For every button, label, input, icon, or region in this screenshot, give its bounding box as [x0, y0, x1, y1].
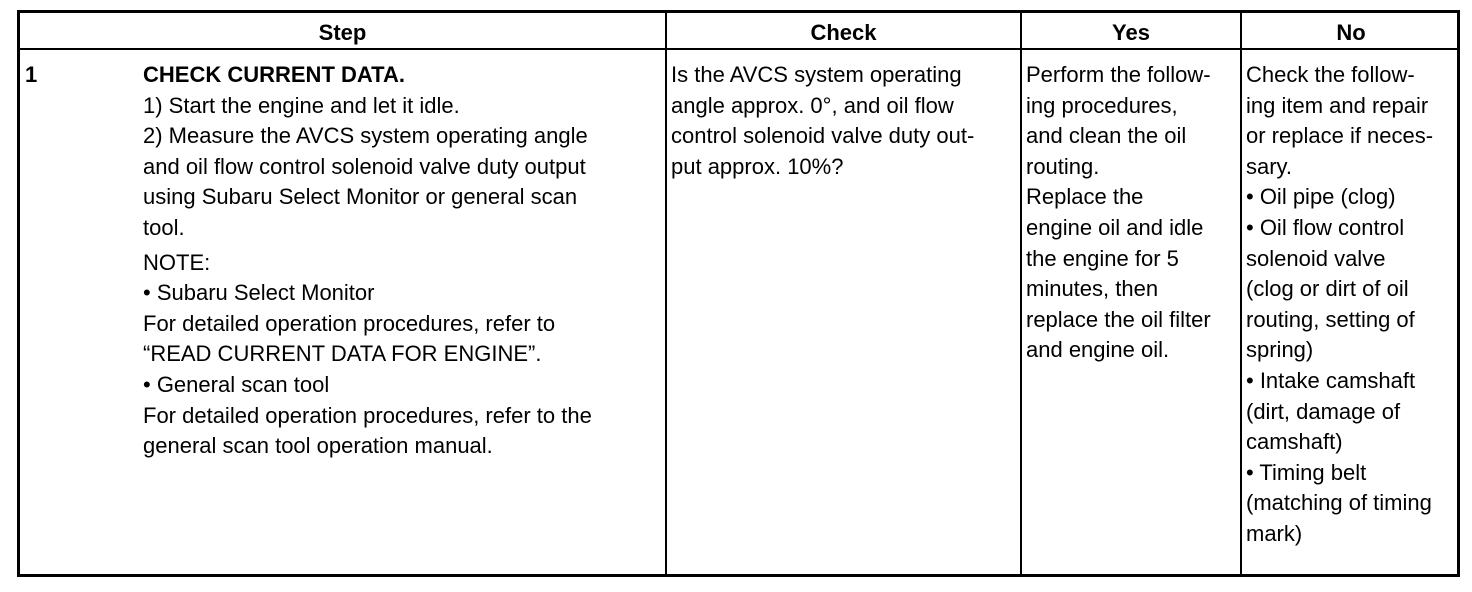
no-line: • Oil flow control	[1246, 214, 1405, 240]
note-line: “READ CURRENT DATA FOR ENGINE”.	[143, 341, 542, 367]
check-line: control solenoid valve duty out-	[671, 123, 975, 149]
step-title: CHECK CURRENT DATA.	[143, 62, 405, 87]
no-line: solenoid valve	[1246, 245, 1386, 271]
yes-cell	[1026, 60, 1211, 366]
diagnostic-table	[17, 10, 1460, 577]
no-line: sary.	[1246, 153, 1293, 179]
check-cell	[671, 60, 974, 182]
yes-line: engine oil and idle	[1026, 214, 1204, 240]
yes-line: and engine oil.	[1026, 337, 1170, 363]
yes-line: the engine for 5	[1026, 245, 1179, 271]
yes-line: minutes, then	[1026, 276, 1159, 302]
no-line: Check the follow-	[1246, 62, 1415, 87]
step-cell	[143, 60, 592, 462]
no-line: (matching of timing	[1246, 490, 1432, 516]
note-line: • General scan tool	[143, 371, 330, 397]
no-line: mark)	[1246, 520, 1303, 546]
note-line: general scan tool operation manual.	[143, 433, 493, 459]
yes-line: ing procedures,	[1026, 92, 1178, 118]
header-yes: Yes	[1112, 20, 1150, 45]
note-line: • Subaru Select Monitor	[143, 280, 375, 306]
step-line: using Subaru Select Monitor or general scan	[143, 184, 578, 210]
note-line: For detailed operation procedures, refer to	[143, 310, 556, 336]
no-line: • Timing belt	[1246, 459, 1367, 485]
note-label: NOTE:	[143, 249, 211, 275]
column-divider	[665, 13, 667, 574]
no-line: or replace if neces-	[1246, 123, 1434, 149]
yes-line: Replace the	[1026, 184, 1144, 210]
no-line: spring)	[1246, 337, 1314, 363]
check-line: put approx. 10%?	[671, 153, 844, 179]
no-line: camshaft)	[1246, 429, 1343, 455]
header-step: Step	[318, 20, 367, 45]
step-line: tool.	[143, 214, 185, 240]
header-check: Check	[810, 20, 877, 45]
no-line: (dirt, damage of	[1246, 398, 1401, 424]
check-line: Is the AVCS system operating	[671, 62, 962, 87]
yes-line: and clean the oil	[1026, 123, 1187, 149]
yes-line: Perform the follow-	[1026, 62, 1211, 87]
no-line: • Intake camshaft	[1246, 367, 1416, 393]
yes-line: routing.	[1026, 153, 1100, 179]
yes-line: replace the oil filter	[1026, 306, 1211, 332]
step-line: 1) Start the engine and let it idle.	[143, 92, 460, 118]
no-cell	[1246, 60, 1433, 550]
no-line: ing item and repair	[1246, 92, 1429, 118]
note-line: For detailed operation procedures, refer to the	[143, 402, 592, 428]
no-line: (clog or dirt of oil	[1246, 276, 1409, 302]
no-line: routing, setting of	[1246, 306, 1415, 332]
column-divider	[1240, 13, 1242, 574]
column-divider	[1020, 13, 1022, 574]
step-line: 2) Measure the AVCS system operating angle	[143, 123, 588, 149]
no-line: • Oil pipe (clog)	[1246, 184, 1396, 210]
check-line: angle approx. 0°, and oil flow	[671, 92, 954, 118]
step-line: and oil flow control solenoid valve duty output	[143, 153, 586, 179]
header-no: No	[1336, 20, 1366, 45]
step-number: 1	[25, 62, 38, 87]
